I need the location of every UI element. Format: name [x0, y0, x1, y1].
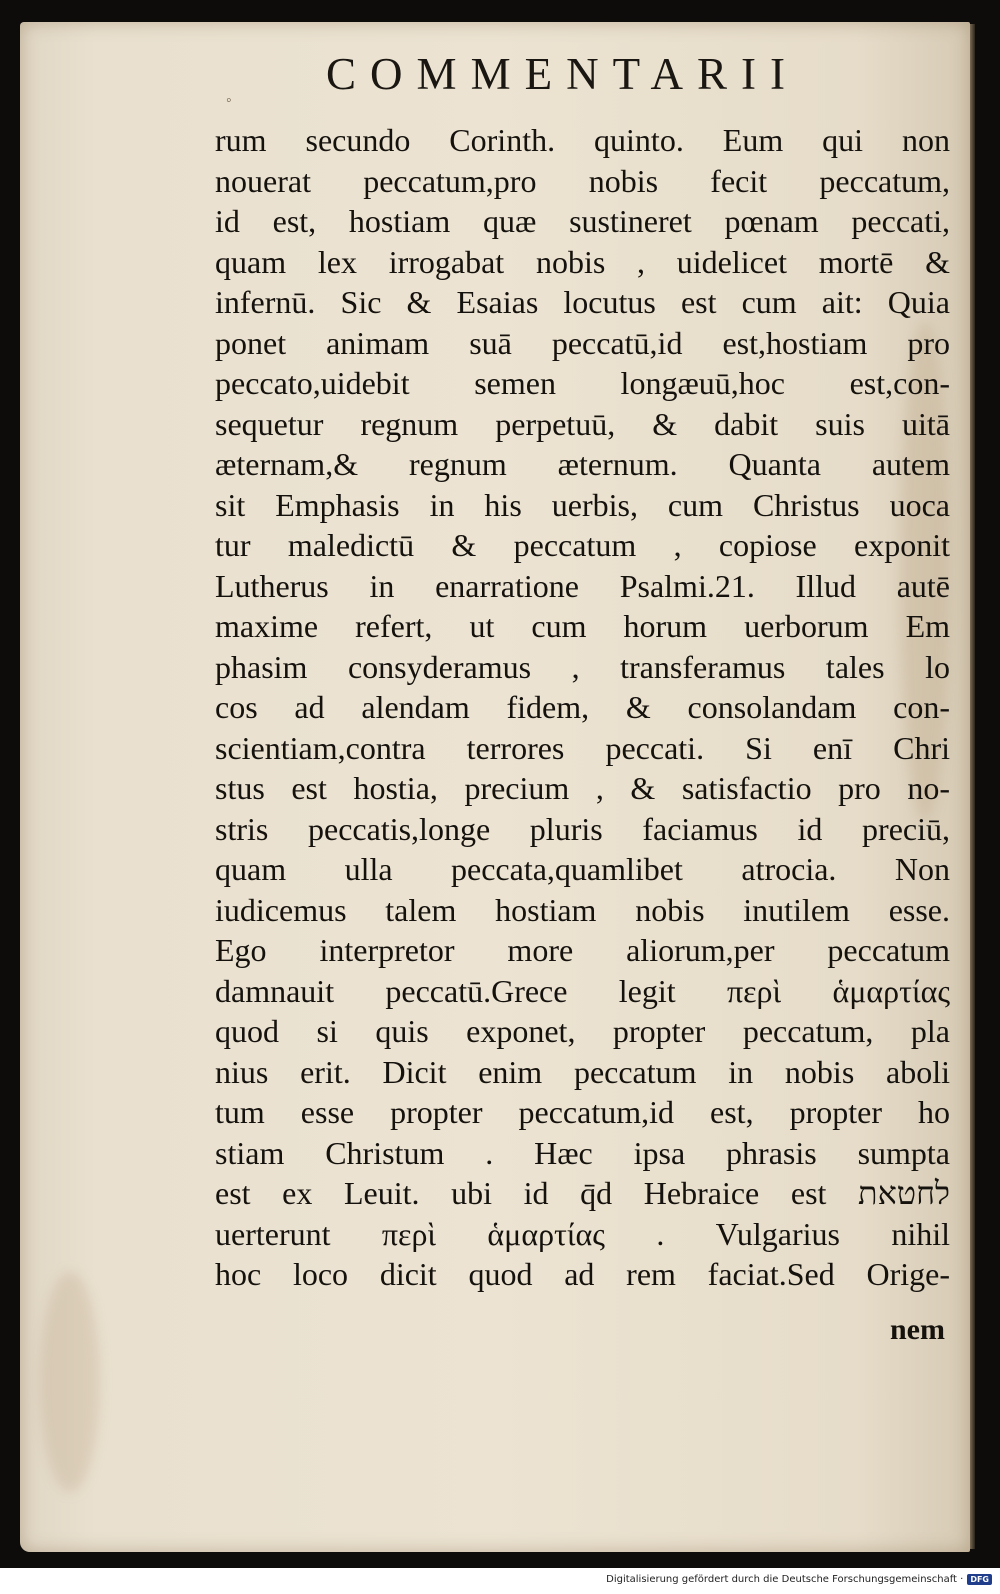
text-line: phasim consyderamus , transferamus tales lo: [215, 648, 950, 685]
text-line: nouerat peccatum,pro nobis fecit peccatum,: [215, 162, 950, 199]
text-line: quod si quis exponet, propter peccatum, pla: [215, 1013, 950, 1049]
text-line: quam lex irrogabat nobis , uidelicet mortē &: [215, 243, 950, 280]
dfg-logo: DFG: [967, 1574, 992, 1585]
page-stain: [40, 1272, 100, 1492]
text-line: stris peccatis,longe pluris faciamus id preciū,: [215, 810, 950, 847]
text-line: rum secundo Corinth. quinto. Eum qui non: [215, 122, 950, 158]
text-line: uerterunt περὶ ἁμαρτίας . Vulgarius nihil: [215, 1215, 950, 1252]
text-line: stus est hostia, precium , & satisfactio pro no-: [215, 770, 950, 806]
text-line: sequetur regnum perpetuū, & dabit suis uitā: [215, 405, 950, 442]
text-line: sit Emphasis in his uerbis, cum Christus uoca: [215, 486, 950, 523]
text-line: hoc loco dicit quod ad rem faciat.Sed Orige-: [215, 1256, 950, 1292]
text-line: Ego interpretor more aliorum,per peccatum: [215, 932, 950, 968]
text-line: quam ulla peccata,quamlibet atrocia. Non: [215, 851, 950, 887]
text-line: stiam Christum . Hæc ipsa phrasis sumpta: [215, 1134, 950, 1171]
text-line: peccato,uidebit semen longæuū,hoc est,con-: [215, 365, 950, 401]
digitization-footer: [606, 1574, 992, 1585]
text-line: æternam,& regnum æternum. Quanta autem: [215, 446, 950, 482]
running-head: COMMENTARII: [326, 49, 799, 99]
margin-mark: ◦: [226, 92, 232, 109]
text-line: id est, hostiam quæ sustineret pœnam peccati,: [215, 203, 950, 239]
text-line: infernū. Sic & Esaias locutus est cum ait: Quia: [215, 284, 950, 320]
text-line: cos ad alendam fidem, & consolandam con-: [215, 689, 950, 725]
text-line: nius erit. Dicit enim peccatum in nobis aboli: [215, 1053, 950, 1090]
text-line: Lutherus in enarratione Psalmi.21. Illud autē: [215, 567, 950, 604]
catchword: nem: [890, 1313, 945, 1346]
text-line: tur maledictū & peccatum , copiose exponit: [215, 527, 950, 563]
text-line: est ex Leuit. ubi id q̄d Hebraice est לחטאת: [215, 1175, 950, 1211]
text-line: ponet animam suā peccatū,id est,hostiam pro: [215, 324, 950, 361]
footer-credit-text: Digitalisierung gefördert durch die Deutsche Forschungsgemeinschaft ·: [606, 1574, 964, 1585]
text-line: scientiam,contra terrores peccati. Si enī Chri: [215, 729, 950, 766]
text-line: iudicemus talem hostiam nobis inutilem esse.: [215, 891, 950, 928]
text-line: maxime refert, ut cum horum uerborum Em: [215, 608, 950, 644]
page-body-text: [215, 120, 950, 1295]
text-line: tum esse propter peccatum,id est, propter ho: [215, 1094, 950, 1130]
text-line: damnauit peccatū.Grece legit περὶ ἁμαρτίας: [215, 972, 950, 1009]
